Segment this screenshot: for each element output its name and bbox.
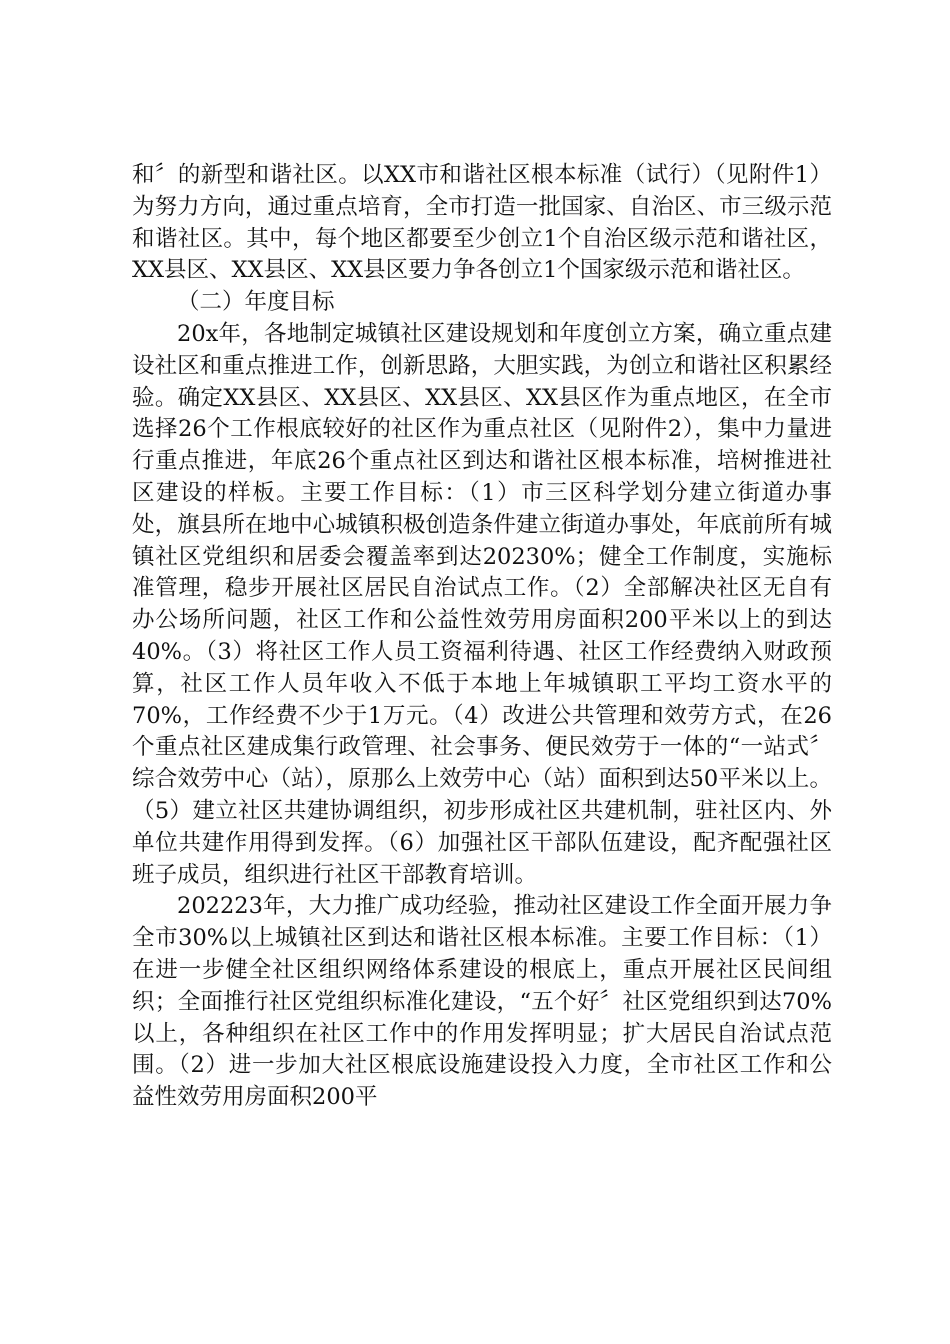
paragraph-next-year-goals: 202223年，大力推广成功经验，推动社区建设工作全面开展力争全市30%以上城镇社区到达和谐社区根本标准。主要工作目标：（1）在进一步健全社区组织网络体系建设的根底上，重点开展社区民间组织；全面推行社区党组织标准化建设，“五个好〞社区党组织到达70%以上，各种组织在社区工作中的作用发挥明显；扩大居民自治试点范围。（2）进一步加大社区根底设施建设投入力度，全市社区工作和公益性效劳用房面积200平: [132, 893, 832, 1111]
paragraph-annual-goals: 20x年，各地制定城镇社区建设规划和年度创立方案，确立重点建设社区和重点推进工作，创新思路，大胆实践，为创立和谐社区积累经验。确定XX县区、XX县区、XX县区、XX县区作为重点地区，在全市选择26个工作根底较好的社区作为重点社区（见附件2），集中力量进行重点推进，年底26个重点社区到达和谐社区根本标准，培树推进社区建设的样板。主要工作目标：（1）市三区科学划分建立街道办事处，旗县所在地中心城镇积极创造条件建立街道办事处，年底前所有城镇社区党组织和居委会覆盖率到达20230%；健全工作制度，实施标准管理，稳步开展社区居民自治试点工作。（2）全部解决社区无自有办公场所问题，社区工作和公益性效劳用房面积200平米以上的到达40%。（3）将社区工作人员工资福利待遇、社区工作经费纳入财政预算，社区工作人员年收入不低于本地上年城镇职工平均工资水平的70%，工作经费不少于1万元。（4）改进公共管理和效劳方式，在26个重点社区建成集行政管理、社会事务、便民效劳于一体的“一站式〞综合效劳中心（站），原那么上效劳中心（站）面积到达50平米以上。（5）建立社区共建协调组织，初步形成社区共建机制，驻社区内、外单位共建作用得到发挥。（6）加强社区干部队伍建设，配齐配强社区班子成员，组织进行社区干部教育培训。: [132, 320, 832, 888]
paragraph-continuation: 和〞的新型和谐社区。以XX市和谐社区根本标准（试行）（见附件1）为努力方向，通过重点培育，全市打造一批国家、自治区、市三级示范和谐社区。其中，每个地区都要至少创立1个自治区级示范和谐社区，XX县区、XX县区、XX县区要力争各创立1个国家级示范和谐社区。: [132, 162, 832, 284]
document-body: [132, 160, 832, 1114]
section-heading-annual-goals: （二）年度目标: [177, 289, 335, 316]
